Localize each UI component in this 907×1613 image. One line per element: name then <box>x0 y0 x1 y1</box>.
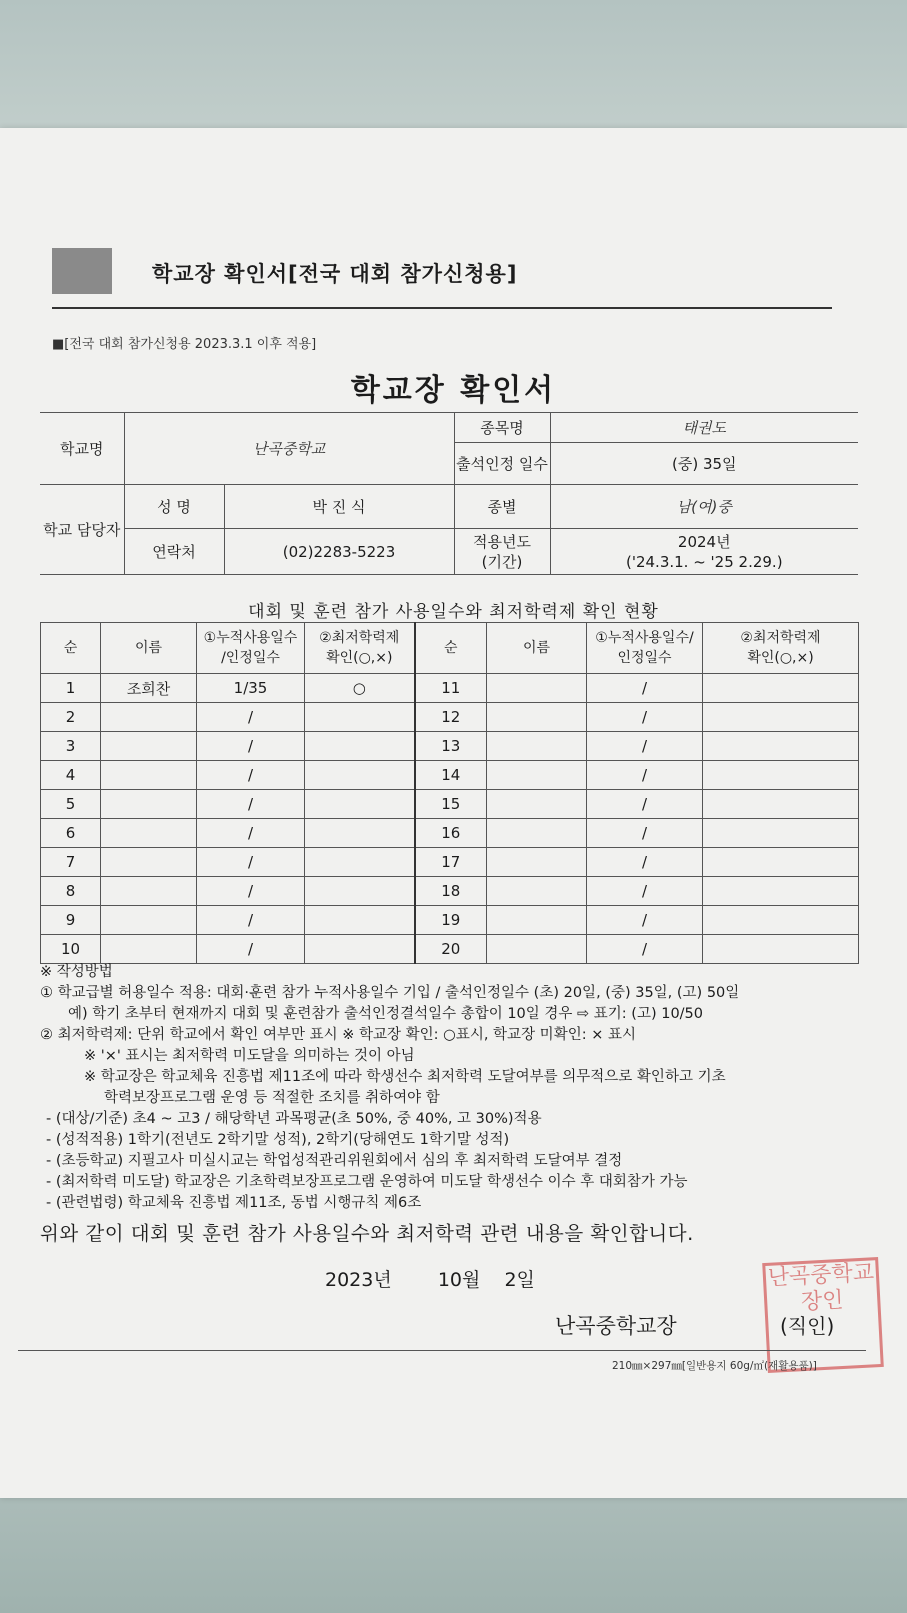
year-label-line2: (기간) <box>481 552 523 571</box>
row-name-right <box>487 935 587 964</box>
attendance-label: 출석인정 일수 <box>454 443 550 485</box>
row-no-left: 1 <box>41 674 101 703</box>
table-row <box>41 935 859 964</box>
header-no-left: 순 <box>41 623 101 674</box>
gender-value: 남(여)중 <box>550 485 858 529</box>
row-no-right: 15 <box>415 790 487 819</box>
table-row <box>41 761 859 790</box>
row-no-right: 16 <box>415 819 487 848</box>
row-name-right <box>487 848 587 877</box>
header-check-right <box>703 623 859 674</box>
section-title: 대회 및 훈련 참가 사용일수와 최저학력제 확인 현황 <box>248 602 659 622</box>
row-no-right: 14 <box>415 761 487 790</box>
row-days-left: / <box>197 906 305 935</box>
detail-5: - (관련법령) 학교체육 진흥법 제11조, 동법 시행규칙 제6조 <box>46 1195 422 1211</box>
row-check-left <box>305 906 415 935</box>
date-day: 2일 <box>504 1269 535 1291</box>
row-no-right: 12 <box>415 703 487 732</box>
row-no-left: 8 <box>41 877 101 906</box>
row-check-right <box>703 674 859 703</box>
row-no-right: 20 <box>415 935 487 964</box>
row-name-left <box>101 906 197 935</box>
table-row <box>41 877 859 906</box>
row-name-left <box>101 761 197 790</box>
info-table <box>40 412 858 575</box>
table-row <box>41 906 859 935</box>
row-name-left <box>101 935 197 964</box>
row-name-left <box>101 848 197 877</box>
row-days-left: / <box>197 819 305 848</box>
row-no-left: 6 <box>41 819 101 848</box>
table-row <box>41 848 859 877</box>
row-days-left: / <box>197 877 305 906</box>
row-check-left <box>305 761 415 790</box>
subnote: ■[전국 대회 참가신청용 2023.3.1 이후 적용] <box>52 337 317 352</box>
header-name-right: 이름 <box>487 623 587 674</box>
name-value: 박 진 식 <box>224 485 454 529</box>
row-no-left: 9 <box>41 906 101 935</box>
note-4a: ※ 학교장은 학교체육 진흥법 제11조에 따라 학생선수 최저학력 도달여부를 의무적으로 확인하고 기초 <box>84 1069 726 1085</box>
period-value: ('24.3.1. ~ '25 2.29.) <box>625 552 783 571</box>
row-check-left <box>305 790 415 819</box>
row-days-right: / <box>587 703 703 732</box>
event-value: 태권도 <box>550 413 858 443</box>
row-days-left: / <box>197 848 305 877</box>
header-title: 학교장 확인서[전국 대회 참가신청용] <box>152 262 518 286</box>
row-name-right <box>487 790 587 819</box>
paper-spec: 210㎜×297㎜[일반용지 60g/㎡(재활용품)] <box>612 1360 817 1372</box>
school-value: 난곡중학교 <box>124 413 454 485</box>
seal-label: (직인) <box>780 1314 835 1338</box>
note-2: ② 최저학력제: 단위 학교에서 확인 여부만 표시 ※ 학교장 확인: ○표시, 학교장 미확인: × 표시 <box>40 1027 636 1043</box>
row-no-right: 18 <box>415 877 487 906</box>
row-name-left <box>101 877 197 906</box>
row-days-left: / <box>197 790 305 819</box>
manager-label: 학교 담당자 <box>40 485 124 575</box>
row-check-right <box>703 703 859 732</box>
row-name-right <box>487 761 587 790</box>
header-days-left-line2: /인정일수 <box>221 650 280 666</box>
issue-date <box>325 1265 535 1292</box>
document-title: 학교장 확인서 <box>350 373 557 408</box>
detail-1: - (대상/기준) 초4 ~ 고3 / 해당학년 과목평균(초 50%, 중 40%, 고 30%)적용 <box>46 1111 542 1127</box>
row-name-right <box>487 819 587 848</box>
row-days-right: / <box>587 790 703 819</box>
row-no-right: 19 <box>415 906 487 935</box>
header-days-left <box>197 623 305 674</box>
row-check-left <box>305 732 415 761</box>
header-days-right-line2: 인정일수 <box>617 650 672 666</box>
contact-label: 연락처 <box>124 529 224 575</box>
confirm-statement: 위와 같이 대회 및 훈련 참가 사용일수와 최저학력 관련 내용을 확인합니다. <box>40 1222 694 1245</box>
header-name-left: 이름 <box>101 623 197 674</box>
row-check-right <box>703 732 859 761</box>
table-row <box>41 732 859 761</box>
year-value-line1: 2024년 <box>677 532 731 551</box>
row-days-left: / <box>197 732 305 761</box>
row-check-right <box>703 935 859 964</box>
row-name-right <box>487 877 587 906</box>
usage-table <box>40 622 859 964</box>
row-check-right <box>703 848 859 877</box>
header-days-right-line1: ①누적사용일수/ <box>595 630 694 646</box>
row-days-left: / <box>197 761 305 790</box>
header-check-right-line1: ②최저학력제 <box>740 630 821 646</box>
row-no-left: 3 <box>41 732 101 761</box>
name-label: 성 명 <box>124 485 224 529</box>
row-check-right <box>703 790 859 819</box>
row-check-left: ○ <box>305 674 415 703</box>
row-days-left: / <box>197 935 305 964</box>
note-4b: 학력보장프로그램 운영 등 적절한 조치를 취하여야 함 <box>104 1090 440 1106</box>
row-name-left <box>101 790 197 819</box>
row-name-left <box>101 819 197 848</box>
header-check-right-line2: 확인(○,×) <box>747 650 814 666</box>
row-days-right: / <box>587 819 703 848</box>
table-row <box>41 819 859 848</box>
row-check-right <box>703 906 859 935</box>
row-days-right: / <box>587 906 703 935</box>
header-days-right <box>587 623 703 674</box>
row-check-left <box>305 703 415 732</box>
signer-name: 난곡중학교장 <box>555 1314 677 1338</box>
note-3: ※ '×' 표시는 최저학력 미도달을 의미하는 것이 아님 <box>84 1048 415 1064</box>
detail-2: - (성적적용) 1학기(전년도 2학기말 성적), 2학기(당해연도 1학기말 성적) <box>46 1132 510 1148</box>
row-days-right: / <box>587 761 703 790</box>
row-no-left: 2 <box>41 703 101 732</box>
date-month: 10월 <box>437 1269 481 1291</box>
row-no-left: 10 <box>41 935 101 964</box>
row-check-left <box>305 877 415 906</box>
detail-4: - (최저학력 미도달) 학교장은 기초학력보장프로그램 운영하여 미도달 학생선수 이수 후 대회참가 가능 <box>46 1174 688 1190</box>
row-no-left: 7 <box>41 848 101 877</box>
year-label <box>454 529 550 575</box>
header-check-left <box>305 623 415 674</box>
row-check-left <box>305 935 415 964</box>
notes-section <box>40 962 870 1214</box>
header-check-left-line2: 확인(○,×) <box>326 650 393 666</box>
detail-3: - (초등학교) 지필고사 미실시교는 학업성적관리위원회에서 심의 후 최저학력 도달여부 결정 <box>46 1153 623 1169</box>
date-year: 2023년 <box>325 1269 392 1291</box>
row-check-right <box>703 877 859 906</box>
row-name-left: 조희찬 <box>101 674 197 703</box>
official-seal-stamp: 난곡중학교장인 <box>762 1257 884 1373</box>
row-check-left <box>305 848 415 877</box>
notes-heading: ※ 작성방법 <box>40 964 113 980</box>
row-days-right: / <box>587 877 703 906</box>
row-name-right <box>487 906 587 935</box>
contact-value: (02)2283-5223 <box>224 529 454 575</box>
row-no-left: 4 <box>41 761 101 790</box>
row-name-right <box>487 732 587 761</box>
event-label: 종목명 <box>454 413 550 443</box>
note-1b: 예) 학기 초부터 현재까지 대회 및 훈련참가 출석인정결석일수 총합이 10일 경우 ⇨ 표기: (고) 10/50 <box>68 1006 704 1022</box>
attendance-value: (중) 35일 <box>550 443 858 485</box>
row-name-right <box>487 703 587 732</box>
row-days-left: 1/35 <box>197 674 305 703</box>
table-row <box>41 790 859 819</box>
header-no-right: 순 <box>415 623 487 674</box>
bottom-rule <box>18 1350 866 1351</box>
row-check-right <box>703 819 859 848</box>
row-no-left: 5 <box>41 790 101 819</box>
row-check-left <box>305 819 415 848</box>
table-row <box>41 703 859 732</box>
header-days-left-line1: ①누적사용일수 <box>203 630 298 646</box>
school-label: 학교명 <box>40 413 124 485</box>
row-name-right <box>487 674 587 703</box>
usage-rows <box>41 674 859 964</box>
year-value <box>550 529 858 575</box>
note-1a: ① 학교급별 허용일수 적용: 대회·훈련 참가 누적사용일수 기입 / 출석인정일수 (초) 20일, (중) 35일, (고) 50일 <box>40 985 740 1001</box>
row-no-right: 11 <box>415 674 487 703</box>
row-days-right: / <box>587 848 703 877</box>
row-days-right: / <box>587 732 703 761</box>
header-bar <box>52 248 112 294</box>
row-days-left: / <box>197 703 305 732</box>
row-days-right: / <box>587 935 703 964</box>
header-rule <box>52 307 832 309</box>
row-name-left <box>101 732 197 761</box>
year-label-line1: 적용년도 <box>473 532 531 551</box>
row-check-right <box>703 761 859 790</box>
table-row <box>41 674 859 703</box>
header-check-left-line1: ②최저학력제 <box>319 630 400 646</box>
row-days-right: / <box>587 674 703 703</box>
row-no-right: 13 <box>415 732 487 761</box>
row-no-right: 17 <box>415 848 487 877</box>
gender-label: 종별 <box>454 485 550 529</box>
row-name-left <box>101 703 197 732</box>
